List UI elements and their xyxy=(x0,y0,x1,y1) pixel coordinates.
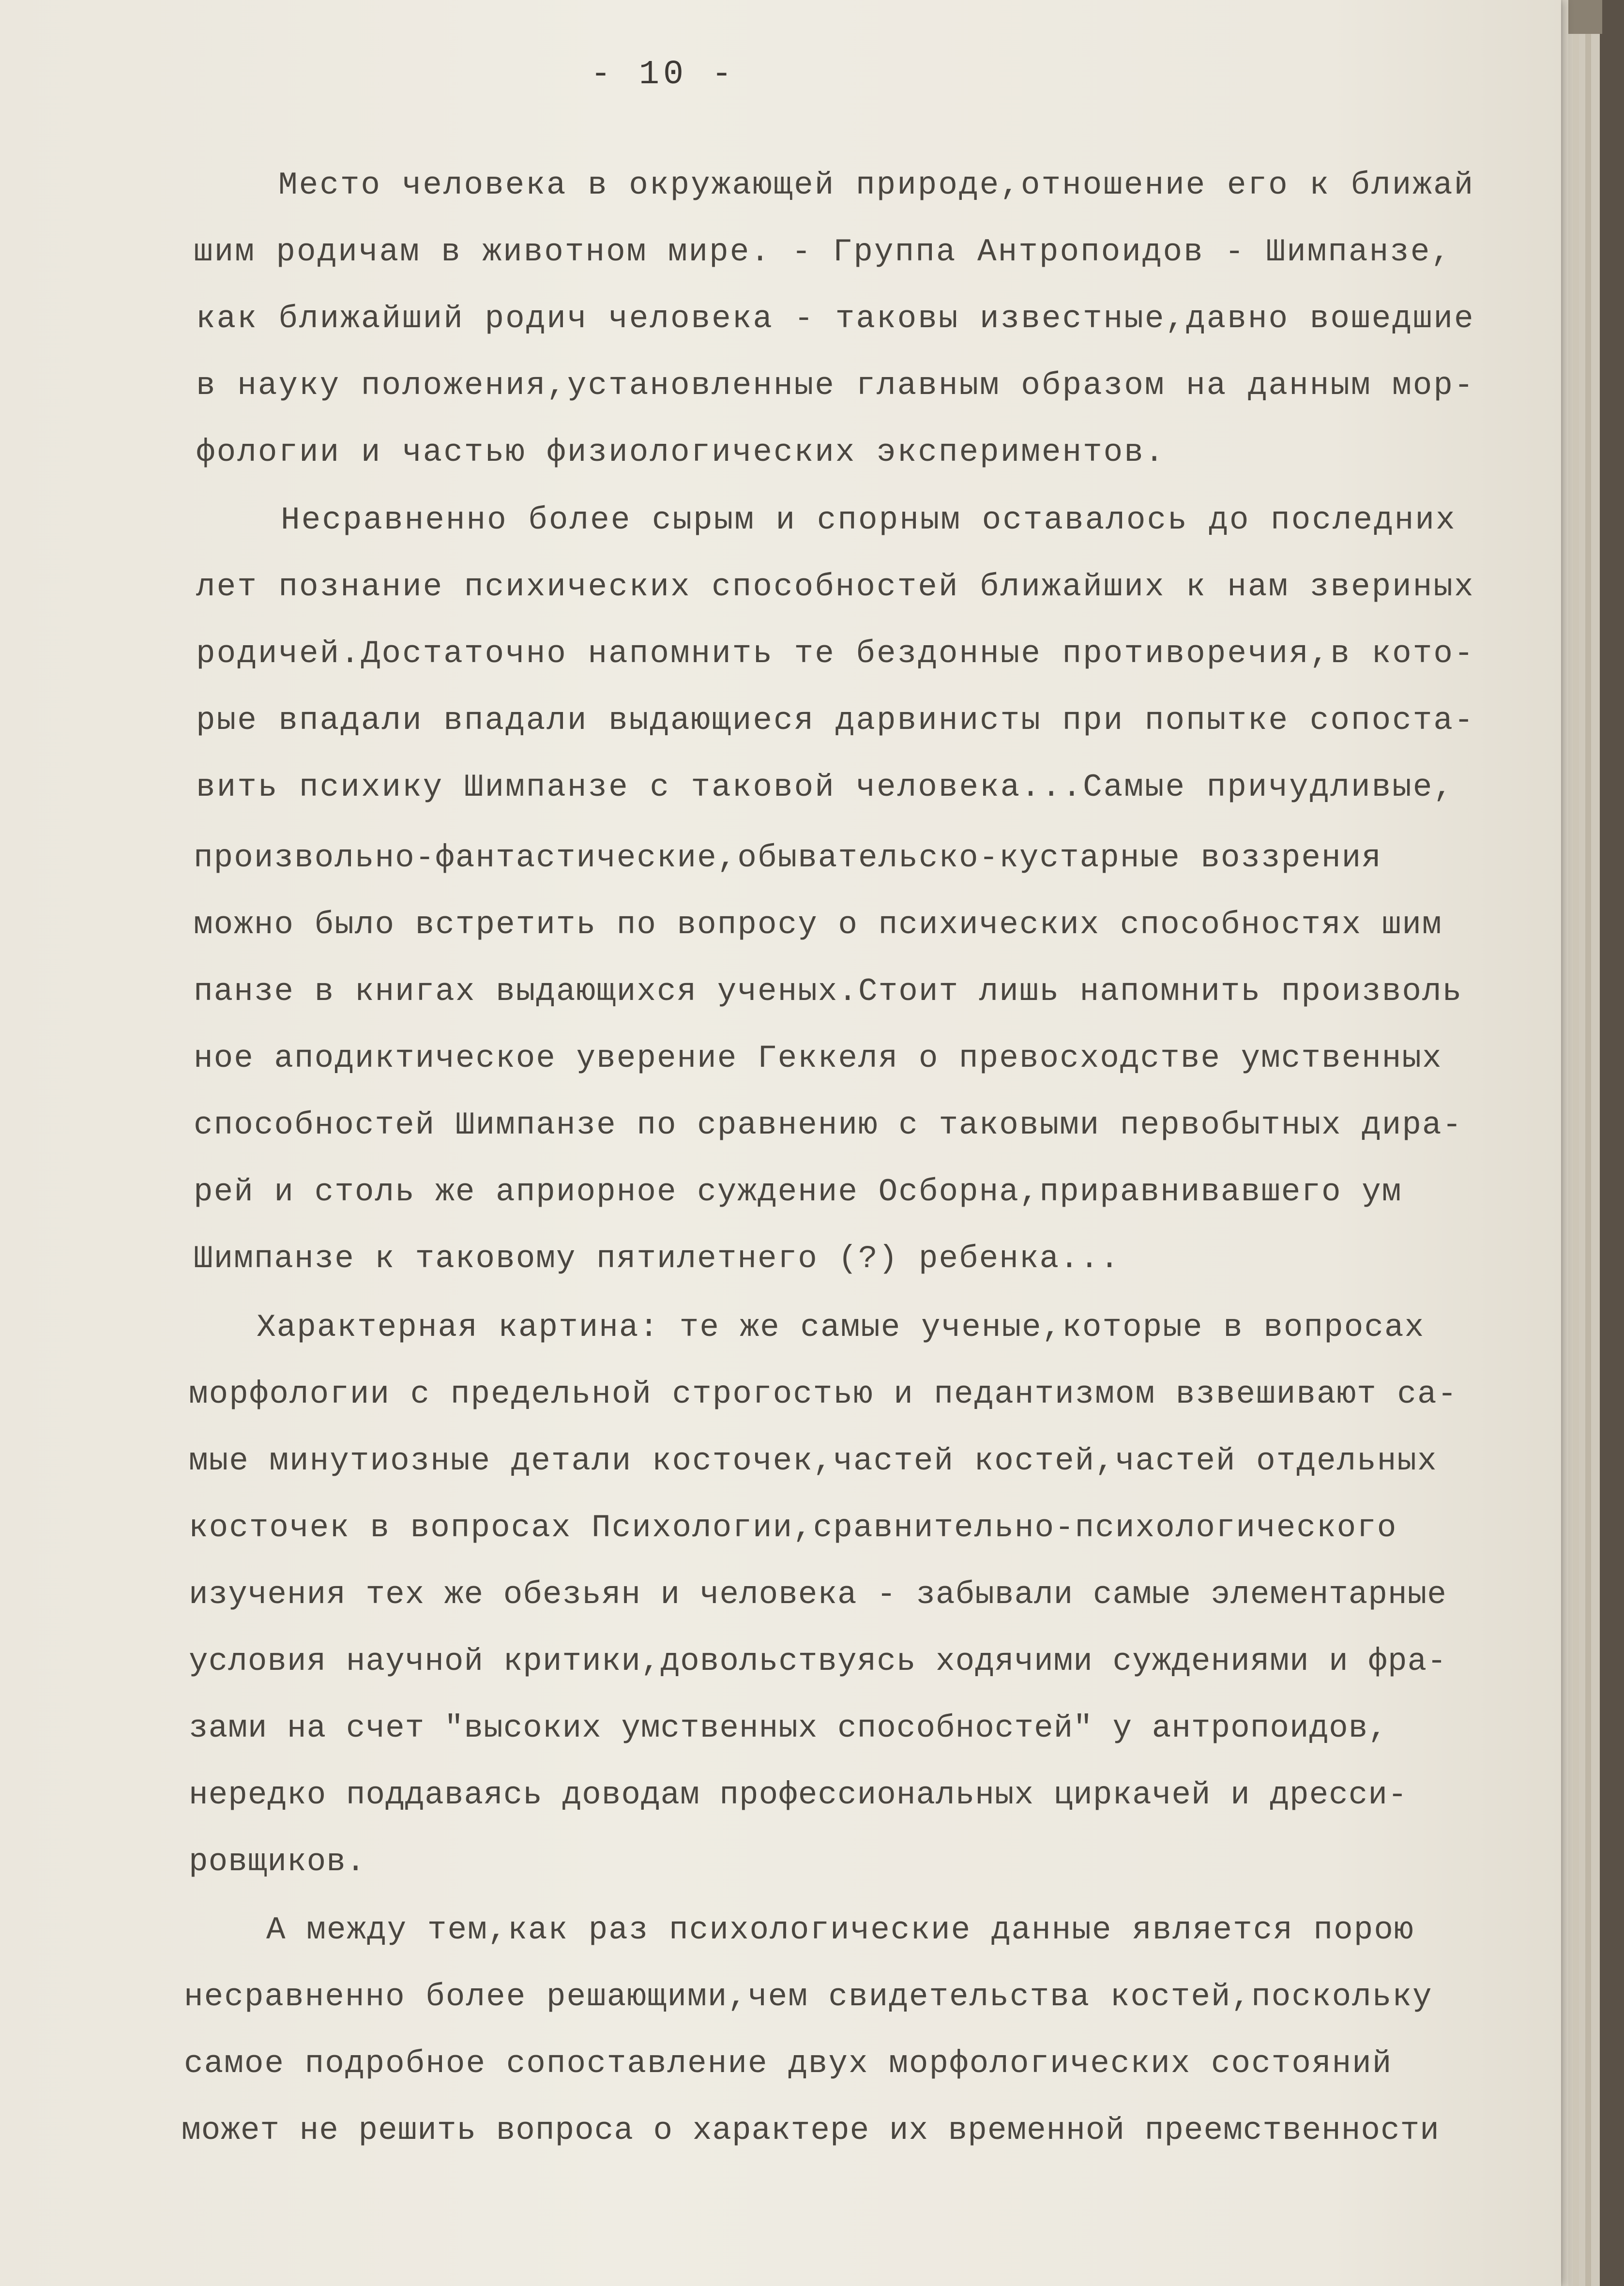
text-line: изучения тех же обезьян и человека - забывали самые элементарные xyxy=(189,1576,1447,1613)
text-line: лет познание психических способностей ближайших к нам звериных xyxy=(196,569,1475,605)
text-line: ное аподиктическое уверение Геккеля о превосходстве умственных xyxy=(194,1040,1442,1076)
page-edge xyxy=(1585,0,1591,2286)
text-line: условия научной критики,довольствуясь ходячими суждениями и фра- xyxy=(189,1643,1447,1680)
text-line: родичей.Достаточно напомнить те бездонные противоречия,в кото- xyxy=(196,636,1475,672)
page-edge xyxy=(1573,0,1579,2286)
text-line: может не решить вопроса о характере их временной преемственности xyxy=(182,2112,1440,2149)
text-line: Несравненно более сырым и спорным оставалось до последних xyxy=(281,502,1457,538)
text-line: Характерная картина: те же самые ученые,которые в вопросах xyxy=(257,1309,1425,1346)
text-line: панзе в книгах выдающихся ученых.Стоит лишь напомнить произволь xyxy=(194,973,1463,1010)
text-line: ровщиков. xyxy=(189,1844,366,1880)
page-edge xyxy=(1563,0,1568,2286)
page-number: - 10 - xyxy=(590,56,736,94)
text-line: как ближайший родич человека - таковы известные,давно вошедшие xyxy=(196,301,1475,337)
text-line: несравненно более решающими,чем свидетельства костей,поскольку xyxy=(184,1979,1433,2015)
text-line: способностей Шимпанзе по сравнению с таковыми первобытных дира- xyxy=(194,1107,1463,1143)
text-line: самое подробное сопоставление двух морфологических состояний xyxy=(184,2045,1393,2082)
text-line: Место человека в окружающей природе,отношение его к ближай xyxy=(278,167,1475,203)
text-line: рей и столь же априорное суждение Осборна,приравнивавшего ум xyxy=(194,1174,1402,1210)
text-line: шим родичам в животном мире. - Группа Антропоидов - Шимпанзе, xyxy=(194,234,1452,270)
text-line: нередко поддаваясь доводам профессиональных циркачей и дресси- xyxy=(189,1777,1408,1813)
text-line: косточек в вопросах Психологии,сравнительно-психологического xyxy=(189,1510,1397,1546)
text-line: Шимпанзе к таковому пятилетнего (?) ребенка... xyxy=(194,1241,1120,1277)
paper-clip-corner xyxy=(1568,0,1602,34)
text-line: мые минутиозные детали косточек,частей костей,частей отдельных xyxy=(189,1443,1438,1479)
text-line: зами на счет "высоких умственных способностей" у антропоидов, xyxy=(189,1710,1388,1746)
text-line: морфологии с предельной строгостью и педантизмом взвешивают са- xyxy=(189,1376,1458,1412)
text-line: произвольно-фантастические,обывательско-кустарные воззрения xyxy=(194,840,1382,876)
text-line: рые впадали впадали выдающиеся дарвинисты при попытке сопоста- xyxy=(196,702,1475,739)
text-line: А между тем,как раз психологические данные является порою xyxy=(266,1912,1414,1948)
text-line: вить психику Шимпанзе с таковой человека...Самые причудливые, xyxy=(196,769,1454,805)
text-line: фологии и частью физиологических экспериментов. xyxy=(196,434,1166,470)
text-line: в науку положения,установленные главным образом на данным мор- xyxy=(196,367,1475,404)
text-line: можно было встретить по вопросу о психических способностях шим xyxy=(194,907,1442,943)
binding-shadow xyxy=(1600,0,1624,2286)
